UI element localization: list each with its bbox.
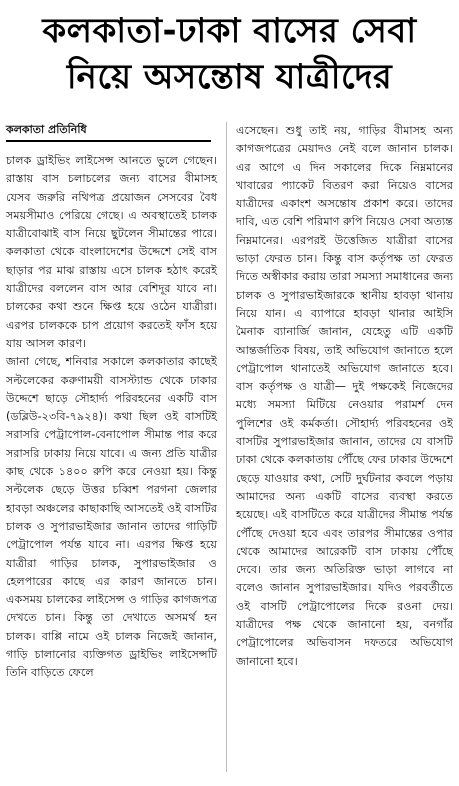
paragraph: জানা গেছে, শনিবার সকালে কলকাতার কাছেই সল্টলেকের করুণাময়ী বাসস্ট্যান্ড থেকে ঢাকার উদ্দেশে ছাড়ে সৌহার্দ্য পরিবহনের একটি বাস (ডব্লিউ-২৩বি-৭৯২৪)। কথা ছিল ওই বাসটিই সরাসরি পেট্রাপোল-বেনাপোল সীমান্ত পার করে সরাসরি ঢাকায় নিয়ে যাবে। এ জন্য প্রতি যাত্রীর কাছ থেকে ১৪০০ রুপি করে নেওয়া হয়। কিন্তু সল্টলেক ছেড়ে উত্তর চব্বিশ পরগনা জেলার হাবড়া অঞ্চলের কাছাকাছি আসতেই ওই বাসটির চালক ও সুপারভাইজার জানান তাদের গাড়িটি পেট্রাপোল পর্যন্ত যাবে না। এরপর ক্ষিপ্ত হয়ে যাত্রীরা গাড়ির চালক, সুপারভাইজার ও হেলপারের কাছে এর কারণ জানতে চান। একসময় চালকের লাইসেন্স ও গাড়ির কাগজপত্র দেখতে চান। কিন্তু তা দেখাতে অসমর্থ হন চালক। বাপ্পি নামে ওই চালক নিজেই জানান, গাড়ি চালানোর ব্যক্তিগত ড্রাইভিং লাইসেন্সটি তিনি বাড়িতে ফেলে — [6, 355, 217, 680]
headline — [0, 8, 459, 100]
headline-line-1: কলকাতা-ঢাকা বাসের সেবা — [42, 11, 417, 51]
headline-line-2: নিয়ে অসন্তোষ যাত্রীদের — [66, 57, 393, 97]
article-column-right — [236, 122, 453, 671]
byline: কলকাতা প্রতিনিধি — [6, 122, 211, 142]
column-divider — [226, 122, 227, 772]
article-column-left — [6, 152, 217, 683]
paragraph: এসেছেন। শুধু তাই নয়, গাড়ির বীমাসহ অন্য কাগজপত্রের মেয়াদও নেই বলে জানান চালক। এর আগে এ দিন সকালের দিকে নিম্নমানের খাবারের প্যাকেট বিতরণ করা নিয়েও বাসের যাত্রীদের একাংশ অসন্তোষ প্রকাশ করে। তাদের দাবি, এত বেশি পরিমাণ রুপি নিয়েও সেবা অত্যন্ত নিম্নমানের। এরপরই উত্তেজিত যাত্রীরা বাসের ভাড়া ফেরত চান। কিন্তু বাস কর্তৃপক্ষ তা ফেরত দিতে অস্বীকার করায় তারা সমস্যা সমাধানের জন্য চালক ও সুপারভাইজারকে স্থানীয় হাবড়া থানায় নিয়ে যান। এ ব্যাপারে হাবড়া থানার আইসি মৈনাক ব্যানার্জি জানান, যেহেতু এটি একটি আন্তর্জাতিক বিষয়, তাই অভিযোগ জানাতে হলে পেট্রাপোল থানাতেই অভিযোগ জানাতে হবে। বাস কর্তৃপক্ষ ও যাত্রী— দুই পক্ষকেই নিজেদের মধ্যে সমস্যা মিটিয়ে নেওয়ার পরামর্শ দেন পুলিশের ওই কর্মকর্তা। সৌহার্দ্য পরিবহনের ওই বাসটির সুপারভাইজার জানান, তাদের যে বাসটি ঢাকা থেকে কলকাতায় পৌঁছে ফের ঢাকার উদ্দেশে ছেড়ে যাওয়ার কথা, সেটি দুর্ঘটনার কবলে পড়ায় আমাদের অন্য একটি বাসের ব্যবস্থা করতে হয়েছে। এই বাসটিতে করে যাত্রীদের সীমান্ত পর্যন্ত পৌঁছে দেওয়া হবে এবং তারপর সীমান্তের ওপার থেকে আমাদের আরেকটি বাস ঢাকায় পৌঁছে দেবে। তার জন্য অতিরিক্ত ভাড়া লাগবে না বলেও জানান সুপারভাইজার। যদিও পরবর্তীতে ওই বাসটি পেট্রাপোলের দিকে রওনা দেয়। যাত্রীদের পক্ষ থেকে জানানো হয়, বনগাঁর পেট্রাপোলের অভিবাসন দফতরে অভিযোগ জানানো হবে। — [236, 124, 453, 668]
paragraph: চালক ড্রাইভিং লাইসেন্স আনতে ভুলে গেছেন। রাস্তায় বাস চলাচলের জন্য বাসের বীমাসহ যেসব জরুরি নথিপত্র প্রয়োজন সেসবের বৈধ সময়সীমাও পেরিয়ে গেছে। এ অবস্থাতেই চালক যাত্রীবোঝাই বাস নিয়ে ছুটলেন সীমান্তের পারে। কলকাতা থেকে বাংলাদেশের উদ্দেশে সেই বাস ছাড়ার পর মাঝ রাস্তায় এসে চালক হঠাৎ করেই যাত্রীদের বললেন বাস আর বেশিদূর যাবে না। চালকের কথা শুনে ক্ষিপ্ত হয়ে ওঠেন যাত্রীরা। এরপর চালককে চাপ প্রয়োগ করতেই ফাঁস হয়ে যায় আসল কারণ। — [6, 154, 217, 350]
